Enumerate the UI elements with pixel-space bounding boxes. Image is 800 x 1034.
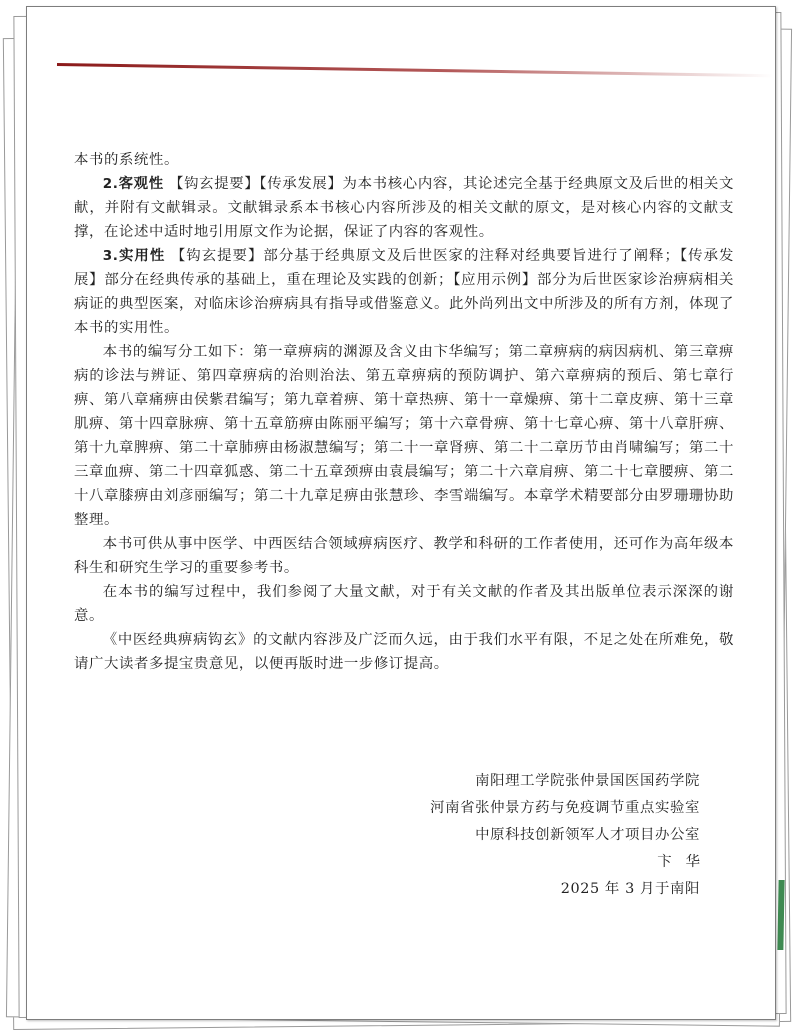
author-name: 卞华 xyxy=(657,854,714,870)
keyword: 客观性 xyxy=(118,175,164,192)
paragraph-division-of-work: 本书的编写分工如下：第一章痹病的渊源及含义由卞华编写；第二章痹病的病因病机、第三章痹病的诊法与辨证、第四章痹病的治则治法、第五章痹病的预防调护、第六章痹病的预后、第七章行痹、第八章痛痹由侯紫君编写；第九章着痹、第十章热痹、第十一章燥痹、第十二章皮痹、第十三章肌痹、第十四章脉痹、第十五章筋痹由陈丽平编写；第十六章骨痹、第十七章心痹、第十八章肝痹、第十九章脾痹、第二十章肺痹由杨淑慧编写；第二十一章肾痹、第二十二章历节由肖啸编写；第二十三章血痹、第二十四章狐惑、第二十五章颈痹由袁晨编写；第二十六章肩痹、第二十七章腰痹、第二十八章膝痹由刘彦丽编写；第二十九章足痹由张慧珍、李雪端编写。本章学术精要部分由罗珊珊协助整理。 xyxy=(74,344,734,528)
header-rule-line xyxy=(57,63,773,77)
paragraph-closing: 《中医经典痹病钩玄》的文献内容涉及广泛而久远，由于我们水平有限，不足之处在所难免，敬请广大读者多提宝贵意见，以便再版时进一步修订提高。 xyxy=(74,632,734,672)
paragraph-audience: 本书可供从事中医学、中西医结合领域痹病医疗、教学和科研的工作者使用，还可作为高年级本科生和研究生学习的重要参考书。 xyxy=(74,536,734,576)
list-number: 3. xyxy=(102,248,119,264)
paragraph-text: 【钩玄提要】部分基于经典原文及后世医家的注释对经典要旨进行了阐释；【传承发展】部分在经典传承的基础上，重在理论及实践的创新；【应用示例】部分为后世医家诊治痹病相关病证的典型医案，对临床诊治痹病具有指导或借鉴意义。此外尚列出文中所涉及的所有方剂，体现了本书的实用性。 xyxy=(74,248,734,336)
document-body xyxy=(74,148,734,676)
paragraph-acknowledgement: 在本书的编写过程中，我们参阅了大量文献，对于有关文献的作者及其出版单位表示深深的谢意。 xyxy=(74,584,734,624)
list-number: 2. xyxy=(102,176,119,192)
paragraph-practicality xyxy=(74,244,734,340)
affiliation-line: 河南省张仲景方药与免疫调节重点实验室 xyxy=(430,800,700,816)
paragraph-objectivity xyxy=(74,172,734,244)
affiliation-line: 南阳理工学院张仲景国医国药学院 xyxy=(475,773,700,789)
paragraph: 本书的系统性。 xyxy=(74,152,179,168)
signature-date: 2025 年 3 月于南阳 xyxy=(560,881,700,897)
signature-block xyxy=(430,768,714,903)
affiliation-line: 中原科技创新领军人才项目办公室 xyxy=(475,827,700,843)
keyword: 实用性 xyxy=(118,247,166,264)
paragraph-text: 【钩玄提要】【传承发展】为本书核心内容，其论述完全基于经典原文及后世的相关文献，并附有文献辑录。文献辑录系本书核心内容所涉及的相关文献的原文，是对核心内容的文献支撑，在论述中适时地引用原文作为论据，保证了内容的客观性。 xyxy=(74,176,734,240)
page-edge-marker xyxy=(777,880,784,950)
